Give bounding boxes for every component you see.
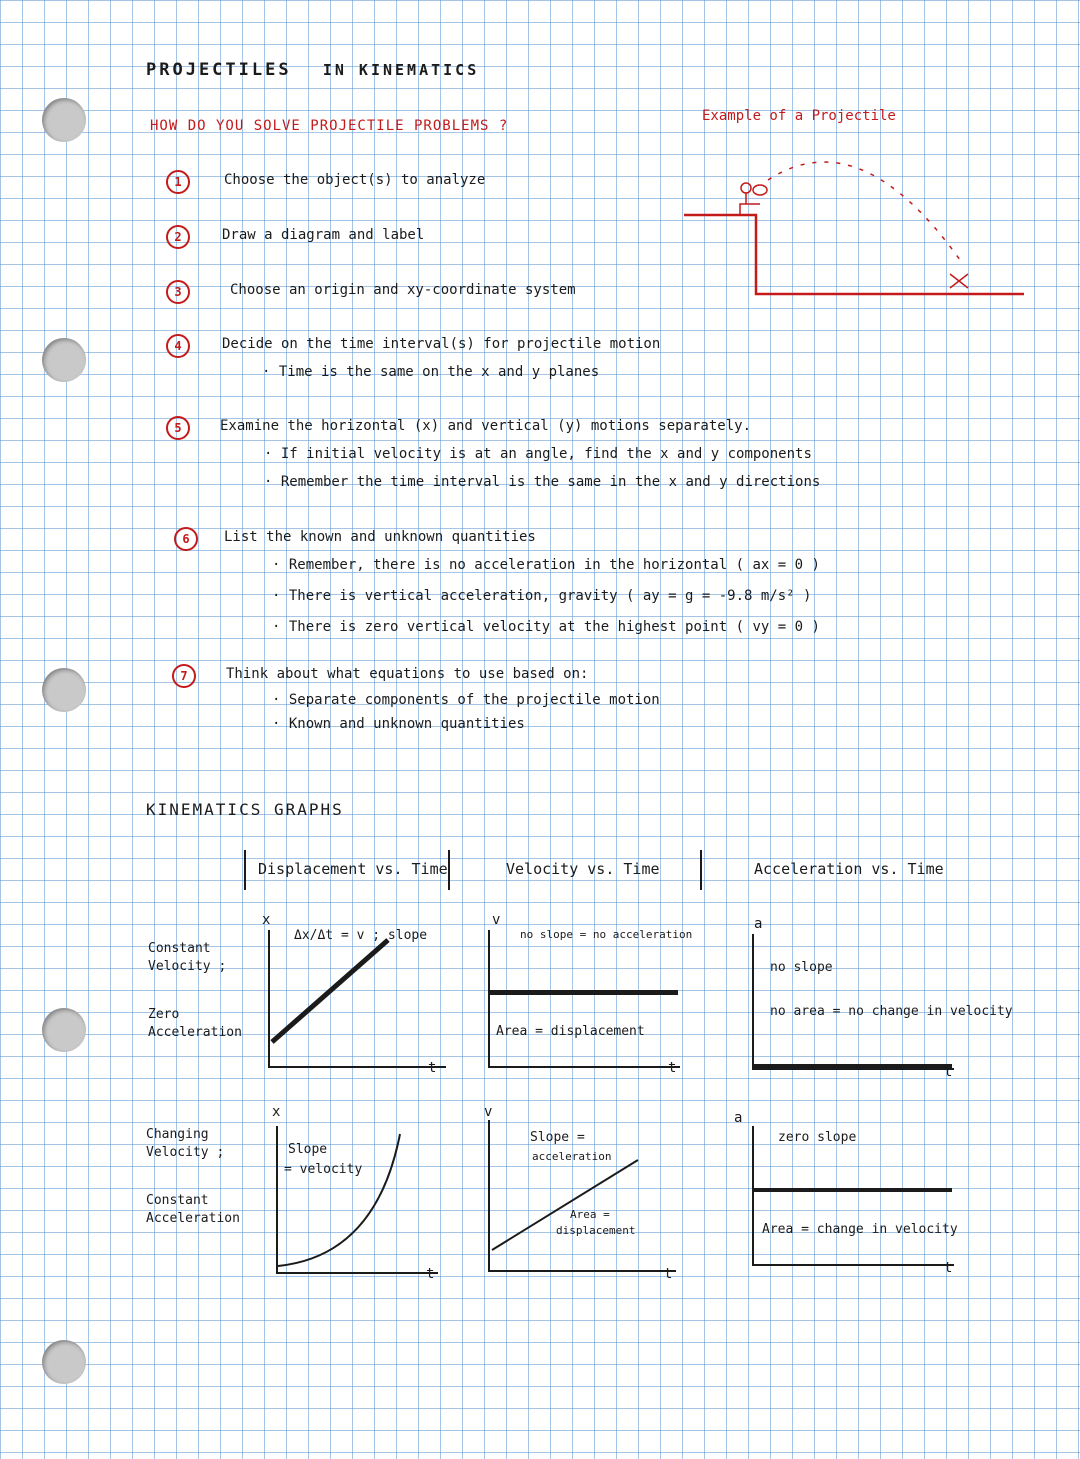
graph-r2-acceleration-line xyxy=(752,1188,952,1192)
step-5-bullet-2-text: Remember the time interval is the same in the x and y directions xyxy=(280,474,821,490)
projectile-example-diagram xyxy=(680,140,1040,310)
step-number-5: 5 xyxy=(166,416,190,440)
row-2-label-line-1: Changing xyxy=(146,1127,209,1142)
note-r2-displacement-2: = velocity xyxy=(284,1162,363,1177)
binder-hole-3 xyxy=(42,668,86,712)
graph-r1-velocity-axes xyxy=(488,930,680,1068)
note-r2-velocity-4: displacement xyxy=(556,1224,636,1237)
binder-hole-1 xyxy=(42,98,86,142)
step-4-bullet-1: · Time is the same on the x and y planes xyxy=(262,364,600,380)
step-number-2: 2 xyxy=(166,225,190,249)
note-r2-velocity-1: Slope = xyxy=(530,1130,585,1145)
example-label: Example of a Projectile xyxy=(702,108,896,124)
step-1-text: Choose the object(s) to analyze xyxy=(224,172,486,188)
step-number-7: 7 xyxy=(172,664,196,688)
divider xyxy=(448,850,450,890)
step-number-6: 6 xyxy=(174,527,198,551)
graph-r2-acceleration-axes xyxy=(752,1126,954,1266)
note-r1-acceleration-1: no slope xyxy=(770,960,833,975)
row-2-label-line-4: Acceleration xyxy=(146,1211,240,1226)
axis-label-x: x xyxy=(262,912,271,928)
row-1-label-line-3: Zero xyxy=(148,1007,180,1022)
step-7-text: Think about what equations to use based on: xyxy=(226,666,589,682)
row-2-label-line-3: Constant xyxy=(146,1193,209,1208)
title-sub: IN KINEMATICS xyxy=(322,61,480,79)
column-title-displacement: Displacement vs. Time xyxy=(258,860,448,878)
question-heading: HOW DO YOU SOLVE PROJECTILE PROBLEMS ? xyxy=(150,118,509,134)
divider xyxy=(244,850,246,890)
column-title-velocity: Velocity vs. Time xyxy=(506,860,660,878)
binder-hole-2 xyxy=(42,338,86,382)
step-6-bullet-2: · There is vertical acceleration, gravity ( ay = g = -9.8 m/s² ) xyxy=(272,588,812,604)
note-r2-displacement-1: Slope xyxy=(288,1142,328,1157)
step-6-bullet-3: · There is zero vertical velocity at the highest point ( vy = 0 ) xyxy=(272,619,820,635)
step-5-bullet-2: · Remember the time interval is the same in the x and y directions xyxy=(264,474,821,490)
page-title xyxy=(146,60,479,80)
note-r2-acceleration-1: zero slope xyxy=(778,1130,857,1145)
axis-label-a: a xyxy=(734,1110,743,1126)
row-1-label-line-1: Constant xyxy=(148,941,211,956)
step-6-bullet-2-text: There is vertical acceleration, gravity ( ay = g = -9.8 m/s² ) xyxy=(288,588,812,604)
axis-label-v: v xyxy=(484,1104,493,1120)
step-6-bullet-3-text: There is zero vertical velocity at the highest point ( vy = 0 ) xyxy=(288,619,820,635)
step-7-bullet-1-text: Separate components of the projectile motion xyxy=(288,692,660,708)
step-3-text: Choose an origin and xy-coordinate system xyxy=(230,282,576,298)
row-1-label-line-2: Velocity ; xyxy=(148,959,227,974)
binder-hole-4 xyxy=(42,1008,86,1052)
note-r1-displacement: Δx/Δt = v ; slope xyxy=(294,928,428,943)
step-2-text: Draw a diagram and label xyxy=(222,227,425,243)
axis-label-x: x xyxy=(272,1104,281,1120)
graphs-heading: KINEMATICS GRAPHS xyxy=(146,800,344,819)
row-2-label-line-2: Velocity ; xyxy=(146,1145,225,1160)
step-6-text: List the known and unknown quantities xyxy=(224,529,536,545)
row-1-label xyxy=(148,940,242,1042)
axis-label-t: t xyxy=(944,1260,953,1276)
note-r1-velocity-area: Area = displacement xyxy=(496,1024,645,1039)
binder-hole-5 xyxy=(42,1340,86,1384)
step-6-bullet-1-text: Remember, there is no acceleration in the horizontal ( ax = 0 ) xyxy=(288,557,820,573)
axis-label-t: t xyxy=(428,1060,437,1076)
step-5-bullet-1: · If initial velocity is at an angle, find the x and y components xyxy=(264,446,812,462)
axis-label-a: a xyxy=(754,916,763,932)
step-7-bullet-2: · Known and unknown quantities xyxy=(272,716,525,732)
note-r1-acceleration-2: no area = no change in velocity xyxy=(770,1004,1013,1019)
step-5-bullet-1-text: If initial velocity is at an angle, find the x and y components xyxy=(280,446,812,462)
axis-label-t: t xyxy=(944,1064,953,1080)
axis-label-t: t xyxy=(664,1266,673,1282)
note-r2-acceleration-2: Area = change in velocity xyxy=(762,1222,958,1237)
graph-r1-velocity-line xyxy=(488,990,678,995)
step-number-1: 1 xyxy=(166,170,190,194)
step-7-bullet-1: · Separate components of the projectile motion xyxy=(272,692,660,708)
step-4-bullet-1-text: Time is the same on the x and y planes xyxy=(278,364,600,380)
step-7-bullet-2-text: Known and unknown quantities xyxy=(288,716,525,732)
note-r2-velocity-3: Area = xyxy=(570,1208,610,1221)
step-number-3: 3 xyxy=(166,280,190,304)
graph-r1-displacement-line xyxy=(268,930,448,1070)
step-4-text: Decide on the time interval(s) for projectile motion xyxy=(222,336,661,352)
row-1-label-line-4: Acceleration xyxy=(148,1025,242,1040)
axis-label-t: t xyxy=(668,1060,677,1076)
note-r1-velocity: no slope = no acceleration xyxy=(520,928,693,941)
graph-r1-acceleration-axes xyxy=(752,934,954,1070)
divider xyxy=(700,850,702,890)
axis-label-v: v xyxy=(492,912,501,928)
step-number-4: 4 xyxy=(166,334,190,358)
graph-r1-acceleration-line xyxy=(752,1064,952,1069)
column-title-acceleration: Acceleration vs. Time xyxy=(754,860,944,878)
axis-label-t: t xyxy=(426,1266,435,1282)
step-5-text: Examine the horizontal (x) and vertical (y) motions separately. xyxy=(220,418,752,434)
title-main: PROJECTILES xyxy=(146,60,292,80)
step-6-bullet-1: · Remember, there is no acceleration in the horizontal ( ax = 0 ) xyxy=(272,557,820,573)
row-2-label xyxy=(146,1126,240,1228)
note-r2-velocity-2: acceleration xyxy=(532,1150,612,1163)
